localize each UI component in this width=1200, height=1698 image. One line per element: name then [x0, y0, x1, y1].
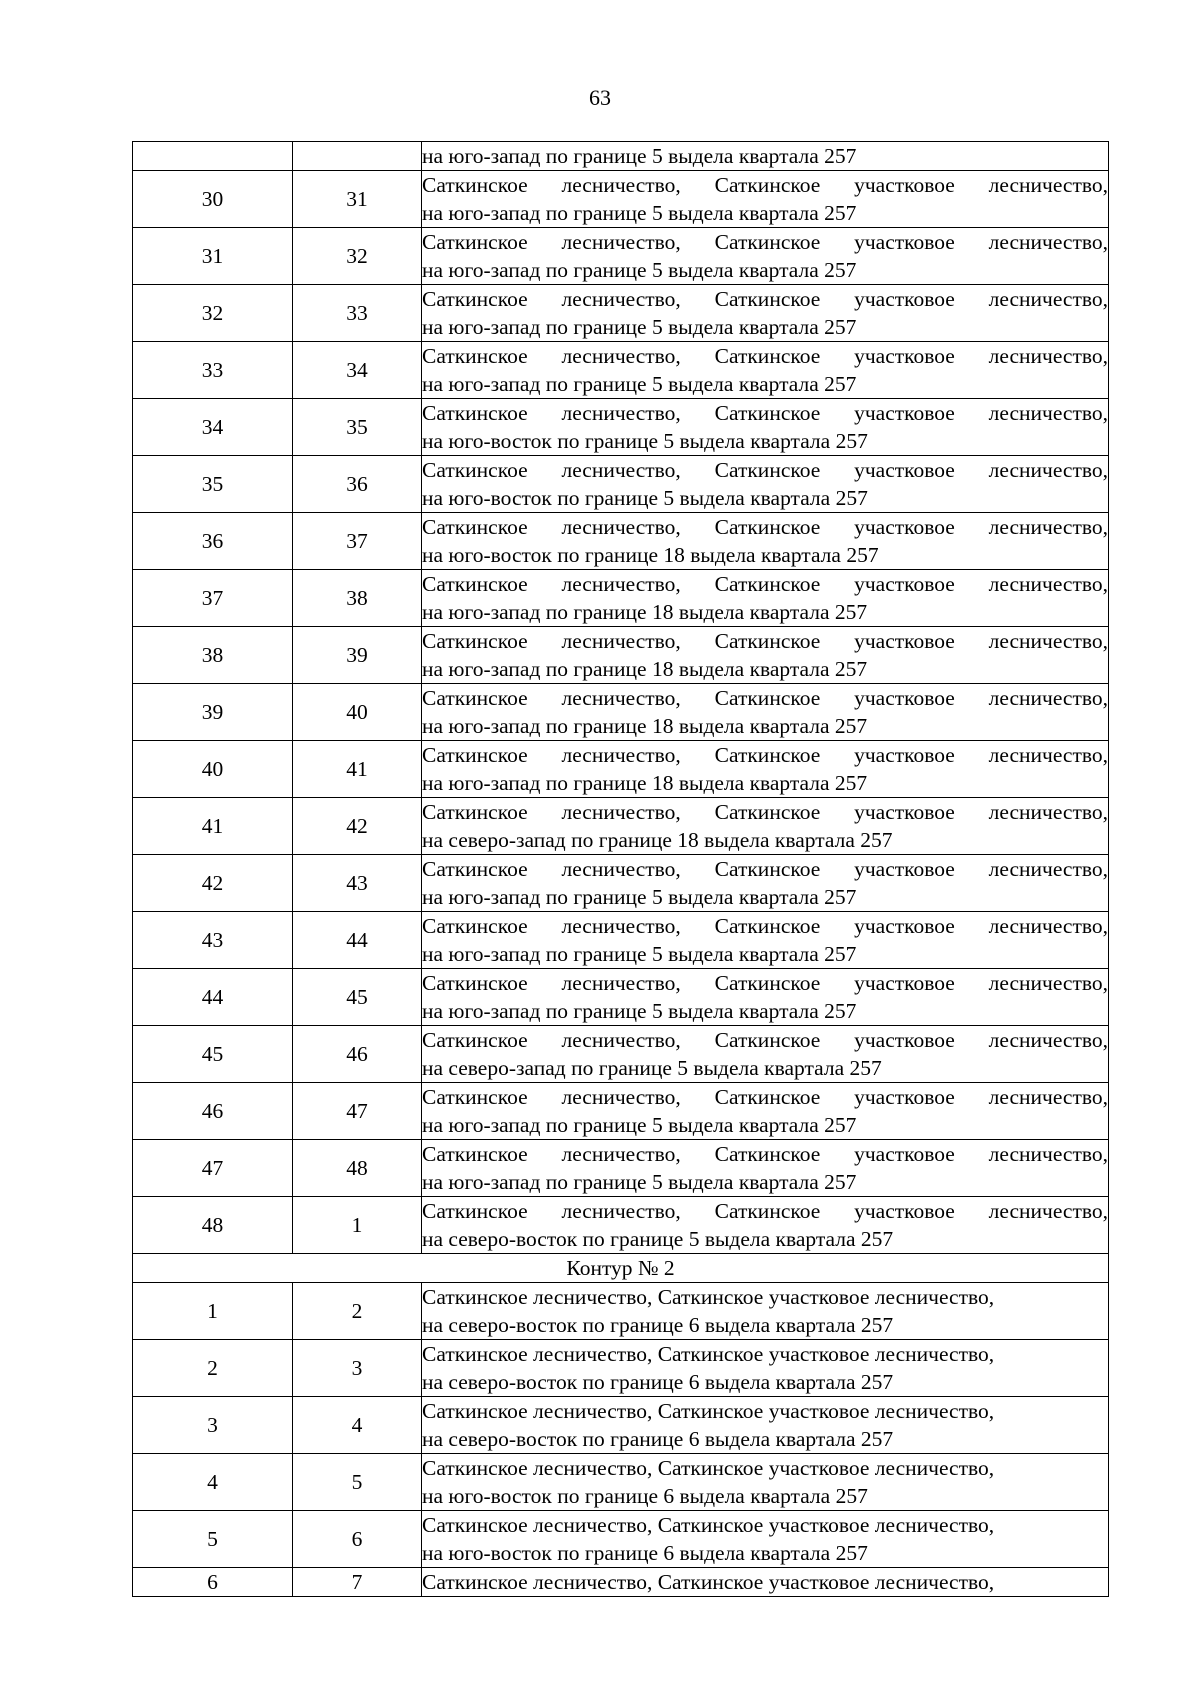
description-line: Саткинское лесничество, Саткинское участковое лесничество,: [422, 800, 1108, 824]
cell-from-point: 33: [133, 342, 293, 399]
cell-description: [422, 1340, 1109, 1397]
description-line: Саткинское лесничество, Саткинское участковое лесничество,: [422, 1199, 1108, 1223]
cell-to-point: 47: [293, 1083, 422, 1140]
cell-to-point: 3: [293, 1340, 422, 1397]
cell-description: [422, 456, 1109, 513]
description-line: Саткинское лесничество, Саткинское участковое лесничество,: [422, 1456, 995, 1480]
cell-description: [422, 1083, 1109, 1140]
page-number: 63: [589, 85, 611, 110]
table-row: [133, 1083, 1109, 1140]
cell-description: [422, 1454, 1109, 1511]
cell-description: [422, 741, 1109, 798]
description-line: на юго-запад по границе 5 выдела квартала 257: [422, 885, 857, 909]
table-row: [133, 684, 1109, 741]
cell-to-point: 1: [293, 1197, 422, 1254]
cell-to-point: 7: [293, 1568, 422, 1597]
description-line: Саткинское лесничество, Саткинское участковое лесничество,: [422, 971, 1108, 995]
cell-from-empty: [133, 142, 293, 171]
cell-to-point: 31: [293, 171, 422, 228]
table-row: [133, 399, 1109, 456]
table-row: [133, 228, 1109, 285]
description-line: на юго-запад по границе 5 выдела квартала 257: [422, 201, 857, 225]
description-line: на юго-запад по границе 5 выдела квартала 257: [422, 999, 857, 1023]
cell-from-point: 30: [133, 171, 293, 228]
cell-to-point: 38: [293, 570, 422, 627]
cell-to-point: 39: [293, 627, 422, 684]
description-line: Саткинское лесничество, Саткинское участковое лесничество,: [422, 173, 1108, 197]
cell-description: [422, 1511, 1109, 1568]
cell-to-point: 40: [293, 684, 422, 741]
cell-from-point: 47: [133, 1140, 293, 1197]
description-line: Саткинское лесничество, Саткинское участковое лесничество,: [422, 1513, 995, 1537]
table-row: [133, 798, 1109, 855]
description-line: на юго-восток по границе 6 выдела квартала 257: [422, 1484, 868, 1508]
cell-from-point: 43: [133, 912, 293, 969]
cell-from-point: 40: [133, 741, 293, 798]
description-line: Саткинское лесничество, Саткинское участковое лесничество,: [422, 629, 1108, 653]
cell-to-point: 45: [293, 969, 422, 1026]
cell-to-point: 46: [293, 1026, 422, 1083]
cell-from-point: 41: [133, 798, 293, 855]
table-row: [133, 570, 1109, 627]
cell-to-point: 42: [293, 798, 422, 855]
cell-description: [422, 1197, 1109, 1254]
cell-from-point: 4: [133, 1454, 293, 1511]
cell-to-point: 36: [293, 456, 422, 513]
table-row: [133, 627, 1109, 684]
cell-description: [422, 171, 1109, 228]
cell-from-point: 48: [133, 1197, 293, 1254]
table-row: [133, 969, 1109, 1026]
table-body: [133, 142, 1109, 1597]
description-line: на северо-запад по границе 18 выдела квартала 257: [422, 828, 893, 852]
cell-to-point: 41: [293, 741, 422, 798]
description-line: Саткинское лесничество, Саткинское участковое лесничество,: [422, 1399, 995, 1423]
cell-description: [422, 912, 1109, 969]
cell-from-point: 45: [133, 1026, 293, 1083]
cell-description: [422, 399, 1109, 456]
table-row: [133, 1140, 1109, 1197]
cell-from-point: 34: [133, 399, 293, 456]
section-row: [133, 1254, 1109, 1283]
description-line: на юго-запад по границе 5 выдела квартала 257: [422, 372, 857, 396]
table-row: [133, 1397, 1109, 1454]
description-line: на юго-запад по границе 5 выдела квартала 257: [422, 258, 857, 282]
cell-to-point: 32: [293, 228, 422, 285]
description-line: Саткинское лесничество, Саткинское участковое лесничество,: [422, 1028, 1108, 1052]
description-line: Саткинское лесничество, Саткинское участковое лесничество,: [422, 1570, 995, 1594]
description-line: на юго-запад по границе 5 выдела квартала 257: [422, 144, 857, 168]
table-row: [133, 342, 1109, 399]
description-line: на северо-восток по границе 6 выдела квартала 257: [422, 1427, 894, 1451]
table-row: [133, 741, 1109, 798]
table-row: [133, 1283, 1109, 1340]
description-line: на юго-запад по границе 5 выдела квартала 257: [422, 315, 857, 339]
cell-from-point: 42: [133, 855, 293, 912]
description-line: на юго-запад по границе 18 выдела квартала 257: [422, 771, 868, 795]
cell-from-point: 32: [133, 285, 293, 342]
cell-description: [422, 285, 1109, 342]
description-line: Саткинское лесничество, Саткинское участковое лесничество,: [422, 743, 1108, 767]
cell-description: [422, 1568, 1109, 1597]
cell-from-point: 31: [133, 228, 293, 285]
table-row: [133, 1026, 1109, 1083]
cell-description: [422, 627, 1109, 684]
cell-to-point: 48: [293, 1140, 422, 1197]
cell-description: [422, 142, 1109, 171]
description-line: Саткинское лесничество, Саткинское участковое лесничество,: [422, 515, 1108, 539]
boundary-table: [132, 141, 1109, 1597]
cell-description: [422, 798, 1109, 855]
table-row: [133, 456, 1109, 513]
description-line: на юго-восток по границе 5 выдела квартала 257: [422, 486, 868, 510]
table-row: [133, 513, 1109, 570]
description-line: на северо-восток по границе 6 выдела квартала 257: [422, 1370, 894, 1394]
table-row: [133, 1197, 1109, 1254]
cell-to-point: 5: [293, 1454, 422, 1511]
cell-from-point: 35: [133, 456, 293, 513]
description-line: на юго-восток по границе 5 выдела квартала 257: [422, 429, 868, 453]
cell-from-point: 5: [133, 1511, 293, 1568]
cell-from-point: 39: [133, 684, 293, 741]
cell-description: [422, 855, 1109, 912]
cell-description: [422, 1283, 1109, 1340]
cell-description: [422, 342, 1109, 399]
cell-description: [422, 1397, 1109, 1454]
description-line: Саткинское лесничество, Саткинское участковое лесничество,: [422, 857, 1108, 881]
description-line: на юго-запад по границе 18 выдела квартала 257: [422, 657, 868, 681]
description-line: на северо-запад по границе 5 выдела квартала 257: [422, 1056, 882, 1080]
cell-description: [422, 513, 1109, 570]
cell-description: [422, 969, 1109, 1026]
cell-from-point: 6: [133, 1568, 293, 1597]
description-line: Саткинское лесничество, Саткинское участковое лесничество,: [422, 287, 1108, 311]
cell-from-point: 46: [133, 1083, 293, 1140]
cell-from-point: 38: [133, 627, 293, 684]
cell-description: [422, 1026, 1109, 1083]
description-line: на северо-восток по границе 5 выдела квартала 257: [422, 1227, 894, 1251]
table-row: [133, 855, 1109, 912]
description-line: Саткинское лесничество, Саткинское участковое лесничество,: [422, 1342, 995, 1366]
cell-from-point: 2: [133, 1340, 293, 1397]
description-line: Саткинское лесничество, Саткинское участковое лесничество,: [422, 344, 1108, 368]
description-line: Саткинское лесничество, Саткинское участковое лесничество,: [422, 686, 1108, 710]
table-row: [133, 1454, 1109, 1511]
cell-from-point: 1: [133, 1283, 293, 1340]
cell-to-point: 2: [293, 1283, 422, 1340]
table-row: [133, 1340, 1109, 1397]
description-line: Саткинское лесничество, Саткинское участковое лесничество,: [422, 230, 1108, 254]
section-title: Контур № 2: [133, 1254, 1109, 1283]
description-line: на юго-запад по границе 5 выдела квартала 257: [422, 942, 857, 966]
description-line: на юго-запад по границе 5 выдела квартала 257: [422, 1113, 857, 1137]
table-row: [133, 171, 1109, 228]
description-line: Саткинское лесничество, Саткинское участковое лесничество,: [422, 1285, 995, 1309]
description-line: на северо-восток по границе 6 выдела квартала 257: [422, 1313, 894, 1337]
description-line: Саткинское лесничество, Саткинское участковое лесничество,: [422, 401, 1108, 425]
cell-description: [422, 228, 1109, 285]
table-row: [133, 1511, 1109, 1568]
cell-to-point: 6: [293, 1511, 422, 1568]
table-row-continuation: [133, 142, 1109, 171]
cell-to-point: 44: [293, 912, 422, 969]
cell-to-point: 43: [293, 855, 422, 912]
cell-to-point: 34: [293, 342, 422, 399]
cell-to-empty: [293, 142, 422, 171]
description-line: Саткинское лесничество, Саткинское участковое лесничество,: [422, 1085, 1108, 1109]
cell-to-point: 35: [293, 399, 422, 456]
table-row: [133, 285, 1109, 342]
cell-from-point: 44: [133, 969, 293, 1026]
description-line: Саткинское лесничество, Саткинское участковое лесничество,: [422, 1142, 1108, 1166]
cell-description: [422, 684, 1109, 741]
cell-to-point: 37: [293, 513, 422, 570]
description-line: Саткинское лесничество, Саткинское участковое лесничество,: [422, 572, 1108, 596]
cell-description: [422, 570, 1109, 627]
description-line: на юго-запад по границе 18 выдела квартала 257: [422, 600, 868, 624]
description-line: на юго-восток по границе 18 выдела квартала 257: [422, 543, 879, 567]
description-line: Саткинское лесничество, Саткинское участковое лесничество,: [422, 914, 1108, 938]
table-row: [133, 912, 1109, 969]
table-row: [133, 1568, 1109, 1597]
cell-description: [422, 1140, 1109, 1197]
cell-to-point: 4: [293, 1397, 422, 1454]
description-line: на юго-восток по границе 6 выдела квартала 257: [422, 1541, 868, 1565]
cell-from-point: 37: [133, 570, 293, 627]
cell-to-point: 33: [293, 285, 422, 342]
description-line: на юго-запад по границе 18 выдела квартала 257: [422, 714, 868, 738]
description-line: Саткинское лесничество, Саткинское участковое лесничество,: [422, 458, 1108, 482]
cell-from-point: 3: [133, 1397, 293, 1454]
cell-from-point: 36: [133, 513, 293, 570]
description-line: на юго-запад по границе 5 выдела квартала 257: [422, 1170, 857, 1194]
